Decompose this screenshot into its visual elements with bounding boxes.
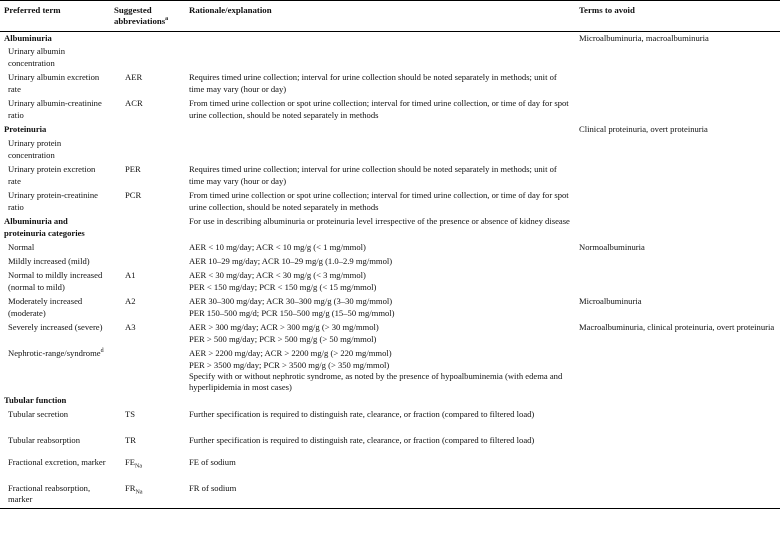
cell-preferred-term: [0, 434, 110, 456]
term-text: Moderately increased (moderate): [8, 296, 83, 318]
cell-preferred-term: [0, 137, 110, 163]
cell-abbreviation: [110, 408, 185, 434]
cell-preferred-term: [0, 189, 110, 215]
cell-abbreviation: [110, 215, 185, 241]
cell-terms-to-avoid: Macroalbuminuria, clinical proteinuria, overt proteinuria: [579, 322, 775, 333]
cell-preferred-term: [0, 482, 110, 508]
cell-terms-to-avoid: [575, 71, 780, 97]
cell-terms-to-avoid: [575, 347, 780, 394]
term-text: Tubular secretion: [8, 409, 69, 420]
cell-preferred-term: [0, 31, 110, 45]
abbreviation-text: A2: [125, 296, 136, 307]
cell-abbreviation: [110, 347, 185, 394]
term-text: Tubular function: [4, 395, 67, 406]
table-row: [0, 408, 780, 434]
cell-preferred-term: [0, 71, 110, 97]
cell-terms-to-avoid: [575, 215, 780, 241]
cell-abbreviation: [110, 255, 185, 269]
cell-abbreviation: [110, 123, 185, 137]
cell-terms-to-avoid: [575, 434, 780, 456]
table-row: [0, 189, 780, 215]
abbreviation-text: FE: [125, 457, 136, 468]
cell-preferred-term: [0, 456, 110, 482]
cell-abbreviation: [110, 97, 185, 123]
table-row: [0, 71, 780, 97]
term-text: Albuminuria: [4, 32, 52, 43]
cell-preferred-term: [0, 163, 110, 189]
term-text: Nephrotic-range/syndrome: [8, 348, 101, 359]
table-row: [0, 137, 780, 163]
table-row: [0, 394, 780, 408]
term-text: Fractional reabsorption, marker: [8, 483, 91, 505]
table-row: [0, 45, 780, 71]
cell-preferred-term: [0, 241, 110, 255]
cell-rationale: AER 30–300 mg/day; ACR 30–300 mg/g (3–30 mg/mmol) PER 150–500 mg/d; PCR 150–500 mg/g (15–50 mg/mmol): [189, 296, 395, 318]
cell-terms-to-avoid: [575, 408, 780, 434]
cell-rationale: From timed urine collection or spot urine collection; interval for timed urine collection, or time of day for spot urine collection, should be noted separately in methods: [189, 98, 569, 120]
cell-preferred-term: [0, 255, 110, 269]
cell-abbreviation: [110, 269, 185, 295]
cell-abbreviation: [110, 482, 185, 508]
table-row: [0, 163, 780, 189]
cell-abbreviation: [110, 31, 185, 45]
header-terms-to-avoid: Terms to avoid: [579, 5, 635, 15]
cell-preferred-term: [0, 347, 110, 394]
header-abbreviations-label: Suggested abbreviations: [114, 5, 166, 27]
cell-rationale: Requires timed urine collection; interval for urine collection should be noted separately in methods; unit of time may vary (hour or day): [189, 72, 557, 94]
cell-preferred-term: [0, 321, 110, 347]
header-preferred-term: Preferred term: [4, 5, 61, 15]
cell-terms-to-avoid: [575, 163, 780, 189]
header-rationale: Rationale/explanation: [189, 5, 272, 15]
cell-preferred-term: [0, 45, 110, 71]
cell-abbreviation: [110, 189, 185, 215]
table-row: [0, 321, 780, 347]
table-row: [0, 269, 780, 295]
cell-abbreviation: [110, 163, 185, 189]
cell-terms-to-avoid: Clinical proteinuria, overt proteinuria: [579, 124, 708, 135]
term-text: Normal to mildly increased (normal to mild): [8, 270, 103, 292]
cell-rationale: [185, 45, 575, 71]
term-text: Urinary albumin excretion rate: [8, 72, 100, 94]
cell-terms-to-avoid: Normoalbuminuria: [579, 242, 645, 253]
cell-terms-to-avoid: Microalbuminuria, macroalbuminuria: [579, 32, 709, 43]
table-row: [0, 434, 780, 456]
abbreviation-text: FR: [125, 483, 136, 494]
cell-rationale: Requires timed urine collection; interval for urine collection should be noted separately in methods; unit of time may vary (hour or day): [189, 164, 557, 186]
cell-rationale: AER < 10 mg/day; ACR < 10 mg/g (< 1 mg/mmol): [189, 242, 366, 253]
cell-abbreviation: [110, 434, 185, 456]
cell-preferred-term: [0, 215, 110, 241]
cell-terms-to-avoid: [575, 97, 780, 123]
cell-rationale: [185, 137, 575, 163]
table-row: [0, 215, 780, 241]
table-row: [0, 123, 780, 137]
cell-preferred-term: [0, 97, 110, 123]
cell-terms-to-avoid: [575, 255, 780, 269]
cell-abbreviation: [110, 45, 185, 71]
cell-terms-to-avoid: Microalbuminuria: [579, 296, 642, 307]
header-abbreviations-footnote: a: [165, 16, 169, 23]
term-text: Urinary protein concentration: [8, 138, 62, 160]
cell-rationale: From timed urine collection or spot urine collection; interval for timed urine collection, or time of day for spot urine collection, should be noted separately in methods: [189, 190, 569, 212]
table-row: [0, 255, 780, 269]
cell-abbreviation: [110, 295, 185, 321]
table-row: [0, 347, 780, 394]
cell-rationale: [185, 123, 575, 137]
table-row: [0, 31, 780, 45]
cell-terms-to-avoid: [575, 137, 780, 163]
cell-rationale: FE of sodium: [189, 457, 236, 468]
cell-preferred-term: [0, 269, 110, 295]
cell-preferred-term: [0, 295, 110, 321]
cell-rationale: For use in describing albuminuria or proteinuria level irrespective of the presence or absence of kidney disease: [189, 216, 570, 227]
table-body: [0, 31, 780, 508]
cell-preferred-term: [0, 123, 110, 137]
cell-preferred-term: [0, 408, 110, 434]
cell-rationale: [185, 31, 575, 45]
cell-rationale: AER > 300 mg/day; ACR > 300 mg/g (> 30 mg/mmol) PER > 500 mg/day; PCR > 500 mg/g (> 50 mg/mmol): [189, 322, 379, 344]
cell-preferred-term: [0, 394, 110, 408]
abbreviation-text: AER: [125, 72, 143, 83]
cell-terms-to-avoid: [575, 482, 780, 508]
term-footnote: d: [100, 348, 104, 355]
term-text: Urinary protein-creatinine ratio: [8, 190, 98, 212]
table-row: [0, 241, 780, 255]
cell-abbreviation: [110, 321, 185, 347]
abbreviation-text: ACR: [125, 98, 143, 109]
cell-rationale: AER > 2200 mg/day; ACR > 2200 mg/g (> 220 mg/mmol) PER > 3500 mg/day; PCR > 3500 mg/g (> 350 mg/mmol) Specify with or without nephrotic syndrome, as noted by the presence of hypoalbuminemia (with edema and hyperlipidemia in most cases): [189, 348, 563, 392]
table-row: [0, 97, 780, 123]
abbreviation-text: PER: [125, 164, 141, 175]
cell-terms-to-avoid: [575, 456, 780, 482]
term-text: Severely increased (severe): [8, 322, 103, 333]
abbreviation-text: TS: [125, 409, 136, 420]
abbreviation-text: A1: [125, 270, 136, 281]
cell-terms-to-avoid: [575, 45, 780, 71]
term-text: Urinary protein excretion rate: [8, 164, 96, 186]
term-text: Albuminuria and proteinuria categories: [4, 216, 85, 238]
table-row: [0, 456, 780, 482]
cell-terms-to-avoid: [575, 189, 780, 215]
cell-rationale: AER < 30 mg/day; ACR < 30 mg/g (< 3 mg/mmol) PER < 150 mg/day; PCR < 150 mg/g (< 15 mg/mmol): [189, 270, 377, 292]
cell-abbreviation: [110, 456, 185, 482]
header-row: [0, 1, 780, 32]
table-row: [0, 482, 780, 508]
cell-abbreviation: [110, 71, 185, 97]
cell-rationale: FR of sodium: [189, 483, 237, 494]
term-text: Normal: [8, 242, 35, 253]
term-text: Urinary albumin concentration: [8, 46, 66, 68]
term-text: Urinary albumin-creatinine ratio: [8, 98, 102, 120]
term-text: Proteinuria: [4, 124, 47, 135]
abbreviation-subscript: Na: [135, 463, 143, 470]
header-abbreviations: [110, 1, 185, 32]
cell-abbreviation: [110, 394, 185, 408]
cell-rationale: Further specification is required to distinguish rate, clearance, or fraction (compared to filtered load): [189, 409, 535, 420]
abbreviation-text: TR: [125, 435, 136, 446]
cell-terms-to-avoid: [575, 394, 780, 408]
term-text: Tubular reabsorption: [8, 435, 81, 446]
cell-abbreviation: [110, 241, 185, 255]
cell-rationale: Further specification is required to distinguish rate, clearance, or fraction (compared to filtered load): [189, 435, 535, 446]
term-text: Mildly increased (mild): [8, 256, 90, 267]
cell-abbreviation: [110, 137, 185, 163]
cell-rationale: [185, 394, 575, 408]
abbreviation-subscript: Na: [135, 489, 143, 496]
cell-rationale: AER 10–29 mg/day; ACR 10–29 mg/g (1.0–2.9 mg/mmol): [189, 256, 393, 267]
abbreviation-text: PCR: [125, 190, 142, 201]
term-text: Fractional excretion, marker: [8, 457, 106, 468]
abbreviation-text: A3: [125, 322, 136, 333]
table-row: [0, 295, 780, 321]
cell-terms-to-avoid: [575, 269, 780, 295]
